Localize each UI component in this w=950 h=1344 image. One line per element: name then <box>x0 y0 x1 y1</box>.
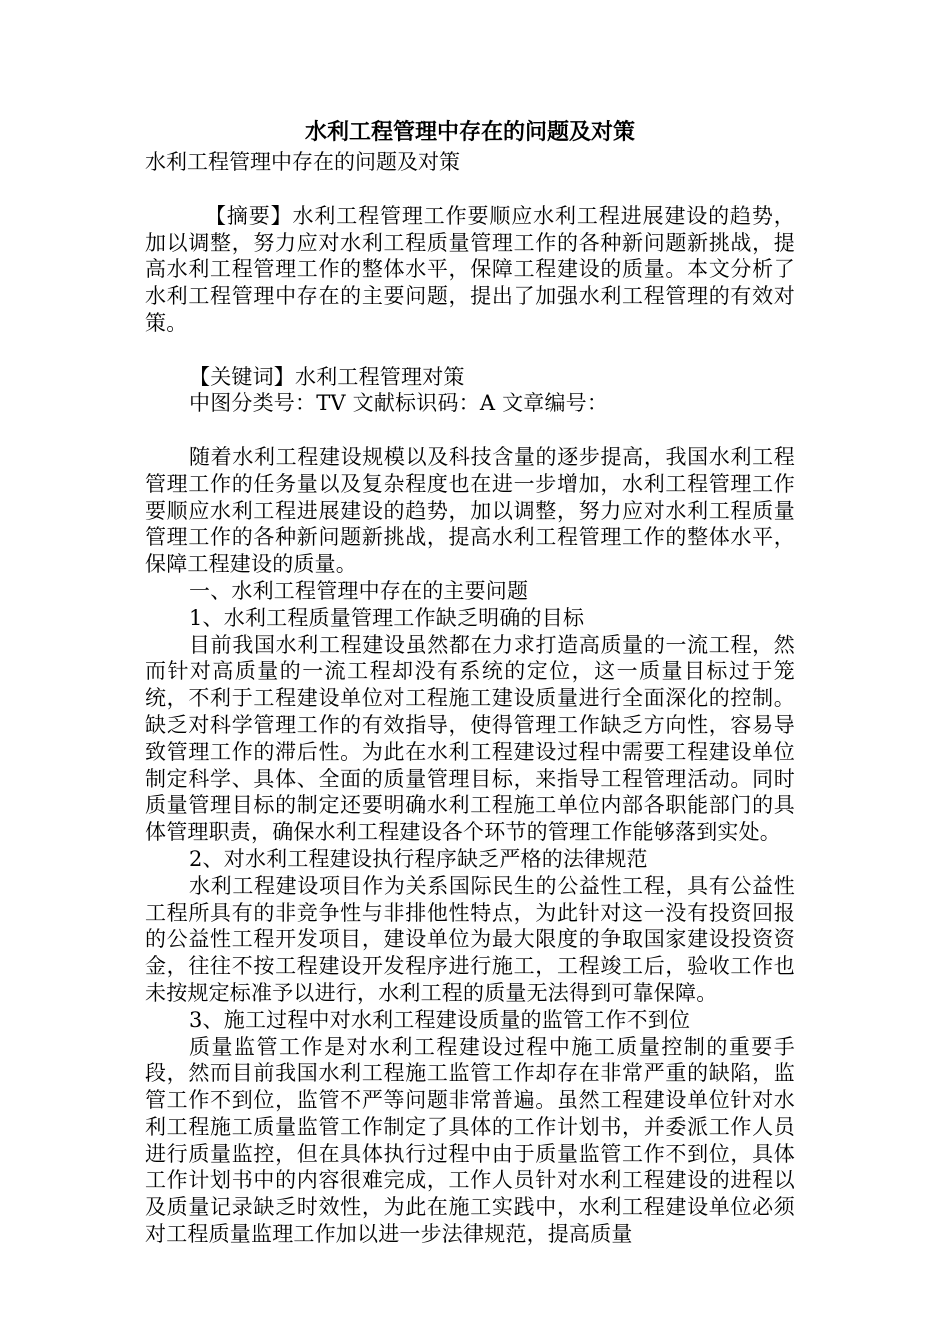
intro-paragraph: 随着水利工程建设规模以及科技含量的逐步提高，我国水利工程管理工作的任务量以及复杂程度也在进一步增加，水利工程管理工作要顺应水利工程进展建设的趋势，加以调整，努力应对水利工程质量管理工作的各种新问题新挑战，提高水利工程管理工作的整体水平，保障工程建设的质量。 <box>145 444 795 577</box>
body-paragraph: 目前我国水利工程建设虽然都在力求打造高质量的一流工程，然而针对高质量的一流工程却没有系统的定位，这一质量目标过于笼统，不利于工程建设单位对工程施工建设质量进行全面深化的控制。缺乏对科学管理工作的有效指导，使得管理工作缺乏方向性，容易导致管理工作的滞后性。为此在水利工程建设过程中需要工程建设单位制定科学、具体、全面的质量管理目标，来指导工程管理活动。同时质量管理目标的制定还要明确水利工程施工单位内部各职能部门的具体管理职责，确保水利工程建设各个环节的管理工作能够落到实处。 <box>145 632 795 845</box>
body-paragraph: 水利工程建设项目作为关系国际民生的公益性工程，具有公益性工程所具有的非竞争性与非排他性特点，为此针对这一没有投资回报的公益性工程开发项目，建设单位为最大限度的争取国家建设投资资金，往往不按工程建设开发程序进行施工，工程竣工后，验收工作也未按规定标准予以进行，水利工程的质量无法得到可靠保障。 <box>145 873 795 1005</box>
subsection-heading: 3、施工过程中对水利工程建设质量的监管工作不到位 <box>189 1007 691 1032</box>
document-title: 水利工程管理中存在的问题及对策 <box>304 120 635 145</box>
subsection-heading: 2、对水利工程建设执行程序缺乏严格的法律规范 <box>189 846 648 871</box>
classification-line: 中图分类号：TV 文献标识码：A 文章编号： <box>189 391 609 416</box>
spacer <box>145 417 795 444</box>
spacer <box>145 337 795 364</box>
abstract-paragraph: 【摘要】水利工程管理工作要顺应水利工程进展建设的趋势，加以调整，努力应对水利工程质量管理工作的各种新问题新挑战，提高水利工程管理工作的整体水平，保障工程建设的质量。本文分析了水利工程管理中存在的主要问题，提出了加强水利工程管理的有效对策。 <box>145 203 795 335</box>
body-paragraph: 质量监管工作是对水利工程建设过程中施工质量控制的重要手段，然而目前我国水利工程施工监管工作却存在非常严重的缺陷，监管工作不到位，监管不严等问题非常普遍。虽然工程建设单位针对水利工程施工质量监管工作制定了具体的工作计划书，并委派工作人员进行质量监控，但在具体执行过程中由于质量监管工作不到位，具体工作计划书中的内容很难完成，工作人员针对水利工程建设的进程以及质量记录缺乏时效性，为此在施工实践中，水利工程建设单位必须对工程质量监理工作加以进一步法律规范，提高质量 <box>145 1034 795 1247</box>
subsection-heading: 1、水利工程质量管理工作缺乏明确的目标 <box>189 605 585 630</box>
spacer <box>145 176 795 203</box>
section-heading: 一、水利工程管理中存在的主要问题 <box>189 578 529 603</box>
document-subtitle: 水利工程管理中存在的问题及对策 <box>145 150 460 174</box>
keywords-line: 【关键词】水利工程管理对策 <box>189 364 465 389</box>
document-page <box>145 118 795 1248</box>
